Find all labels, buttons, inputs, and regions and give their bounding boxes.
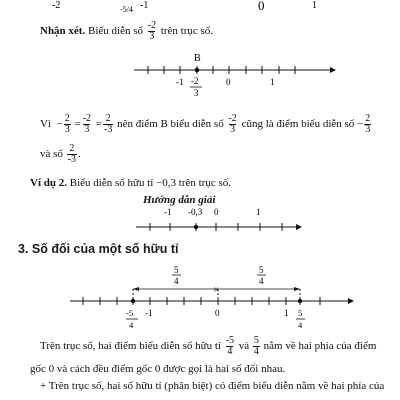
frac-num: 5 bbox=[174, 265, 179, 275]
tick-label: -1 bbox=[145, 308, 153, 318]
frac-num: -5 bbox=[126, 308, 134, 318]
fraction: $\frac{-2}{3}$ bbox=[147, 20, 157, 42]
frac-num: 5 bbox=[259, 265, 264, 275]
text: và bbox=[238, 340, 250, 353]
fraction: $\frac{-2}{3}$ bbox=[228, 113, 237, 135]
tick-label: 0 bbox=[215, 308, 220, 318]
fraction: $\frac{2}{-3}$ bbox=[67, 143, 77, 165]
explain-line-2: và số $\frac{2}{-3}$ . bbox=[40, 143, 81, 165]
frac-den: 4 bbox=[174, 276, 179, 286]
text: nằm về hai phía của điểm bbox=[263, 340, 377, 353]
paragraph-line-1 bbox=[40, 336, 376, 357]
remark-text: Biểu diễn số bbox=[87, 25, 143, 38]
text: và số bbox=[40, 148, 63, 161]
tick-label: 1 bbox=[256, 207, 261, 217]
remark-line bbox=[40, 21, 213, 42]
frac-den: 4 bbox=[298, 320, 303, 330]
tick-label: 0 bbox=[226, 77, 231, 87]
tick-label: 0 bbox=[258, 0, 265, 13]
fraction: $\frac{2}{-3}$ bbox=[104, 113, 113, 135]
point-b bbox=[195, 68, 200, 73]
section-title: 3. Số đối của một số hữu tỉ bbox=[18, 242, 179, 256]
tick-label: 0 bbox=[214, 207, 219, 217]
number-line-2 bbox=[0, 205, 400, 235]
example-label: Ví dụ 2. bbox=[30, 177, 67, 189]
remark-after: trên trục số. bbox=[160, 25, 214, 38]
explain-line-1: Vì − $\frac{2}{3}$ = $\frac{-2}{3}$ = $\frac{2}{-3}$ nên điểm B biểu diễn số $\frac{-2}{3}$ cũng là điểm biểu diễn số − $\frac{2}{3}$ bbox=[40, 113, 371, 135]
example-text: Biểu diễn số hữu tỉ −0,3 trên trục số. bbox=[69, 177, 232, 189]
tick-label: 1 bbox=[284, 308, 289, 318]
frac-num: -2 bbox=[191, 76, 199, 86]
frac-den: 4 bbox=[259, 276, 264, 286]
frac-den: 3 bbox=[194, 88, 199, 98]
guide-heading: Hướng dẫn giải bbox=[143, 194, 216, 206]
fraction: $\frac{5}{4}$ bbox=[253, 335, 259, 357]
bullet-line: + Trên trục số, hai số hữu tỉ (phân biệt) có điểm biểu diễn nằm về hai phía của bbox=[40, 380, 385, 392]
text: cũng là điểm biểu diễn số bbox=[241, 118, 355, 131]
tick-label: 1 bbox=[312, 0, 317, 11]
fraction: $\frac{-2}{3}$ bbox=[82, 113, 92, 135]
top-number-line-fragment bbox=[0, 0, 400, 14]
text: nên điểm B biểu diễn số bbox=[117, 118, 224, 131]
svg-text:×: × bbox=[213, 284, 220, 296]
tick-label: -1 bbox=[176, 77, 184, 87]
tick-label: -1 bbox=[164, 207, 172, 217]
example-2 bbox=[30, 177, 231, 189]
number-line-1 bbox=[0, 50, 400, 105]
tick-label: -5/4 bbox=[120, 5, 133, 14]
number-line-3 bbox=[0, 262, 400, 332]
point-label: B bbox=[194, 53, 201, 64]
tick-label: -2 bbox=[52, 0, 61, 11]
tick-label: -1 bbox=[140, 0, 149, 11]
paragraph-line-2: gốc 0 và cách đều điểm gốc 0 được gọi là hai số đối nhau. bbox=[30, 363, 286, 375]
frac-num: 5 bbox=[298, 308, 303, 318]
tick-label: 1 bbox=[270, 77, 275, 87]
fraction: $\frac{2}{3}$ bbox=[365, 113, 371, 135]
tick-label: -0,3 bbox=[188, 207, 203, 217]
text: Trên trục số, hai điểm biểu diễn số hữu tỉ bbox=[40, 340, 221, 353]
remark-label: Nhận xét. bbox=[40, 25, 86, 38]
fraction: $\frac{-5}{4}$ bbox=[225, 335, 235, 357]
text: Vì bbox=[40, 118, 51, 131]
fraction: $\frac{2}{3}$ bbox=[64, 113, 70, 135]
frac-den: 4 bbox=[129, 320, 134, 330]
